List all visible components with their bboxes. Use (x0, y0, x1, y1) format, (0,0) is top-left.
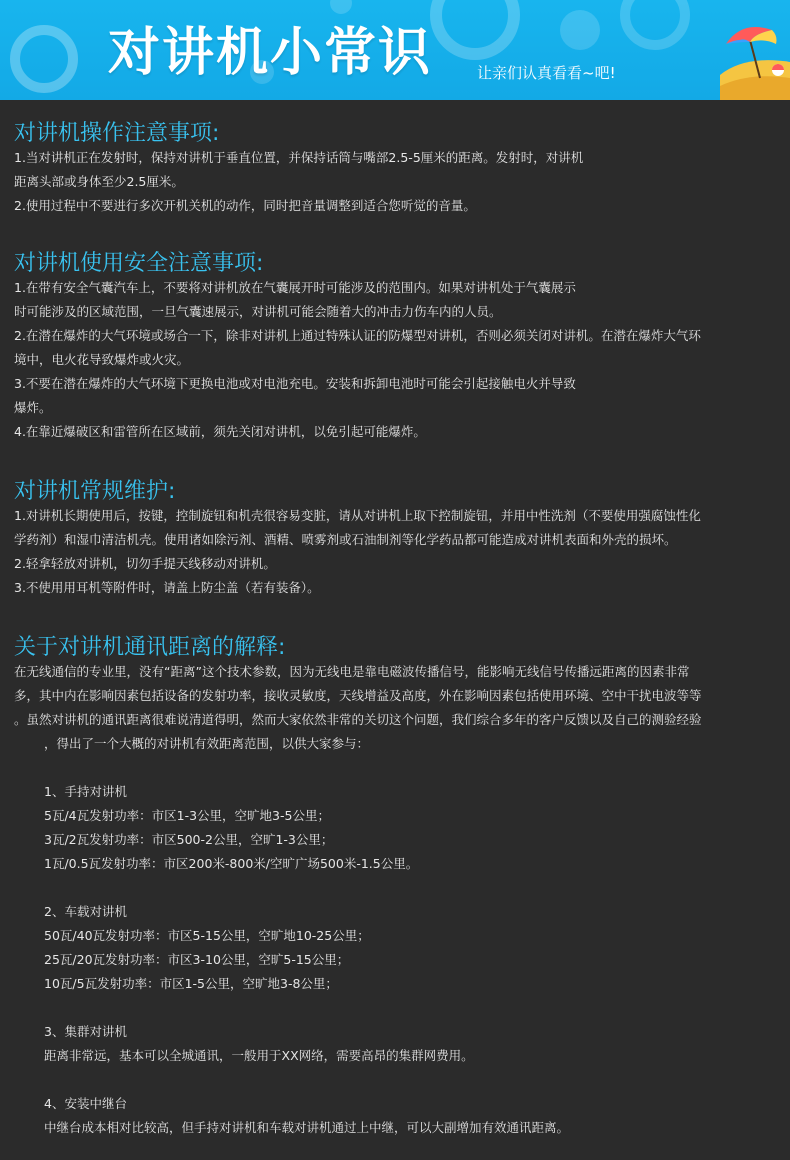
page-title: 对讲机小常识 (108, 23, 433, 83)
decor-circle (620, 0, 690, 50)
group-heading: 4、安装中继台 (44, 1096, 127, 1111)
paragraph-line: 时可能涉及的区域范围，一旦气囊速展示，对讲机可能会随着大的冲击力伤车内的人员。 (14, 304, 502, 319)
section-title: 对讲机使用安全注意事项: (14, 251, 264, 276)
list-item: 距离非常远，基本可以全城通讯，一般用于XX网络，需要高昂的集群网费用。 (44, 1048, 474, 1063)
paragraph-line: ，得出了一个大概的对讲机有效距离范围，以供大家参与： (44, 736, 370, 751)
paragraph-line: 爆炸。 (14, 400, 52, 415)
decor-circle (560, 10, 600, 50)
group-heading: 1、手持对讲机 (44, 784, 127, 799)
paragraph-line: 距离头部或身体至少2.5厘米。 (14, 174, 184, 189)
paragraph-line: 2.轻拿轻放对讲机，切勿手提天线移动对讲机。 (14, 556, 276, 571)
list-item: 50瓦/40瓦发射功率：市区5-15公里，空旷地10-25公里； (44, 928, 370, 943)
header-banner (0, 0, 790, 100)
paragraph-line: 2.使用过程中不要进行多次开机关机的动作，同时把音量调整到适合您听觉的音量。 (14, 198, 476, 213)
list-item: 中继台成本相对比较高，但手持对讲机和车载对讲机通过上中继，可以大副增加有效通讯距离。 (44, 1120, 570, 1135)
paragraph-line: 1.对讲机长期使用后，按键，控制旋钮和机壳很容易变脏，请从对讲机上取下控制旋钮，并用中性洗剂（不要使用强腐蚀性化 (14, 508, 701, 523)
page-subtitle: 让亲们认真看看~吧! (477, 64, 616, 82)
decor-circle (10, 25, 78, 93)
paragraph-line: 2.在潜在爆炸的大气环境或场合一下，除非对讲机上通过特殊认证的防爆型对讲机，否则必须关闭对讲机。在潜在爆炸大气环 (14, 328, 701, 343)
list-item: 25瓦/20瓦发射功率：市区3-10公里，空旷5-15公里； (44, 952, 350, 967)
paragraph-line: 1.当对讲机正在发射时，保持对讲机于垂直位置，并保持话筒与嘴部2.5-5厘米的距离。发射时，对讲机 (14, 150, 584, 165)
list-item: 1瓦/0.5瓦发射功率：市区200米-800米/空旷广场500米-1.5公里。 (44, 856, 419, 871)
list-item: 10瓦/5瓦发射功率：市区1-5公里，空旷地3-8公里； (44, 976, 338, 991)
section-title: 对讲机操作注意事项: (14, 121, 220, 146)
section-title: 对讲机常规维护: (14, 479, 176, 504)
beach-umbrella-icon (720, 0, 790, 100)
list-item: 5瓦/4瓦发射功率：市区1-3公里，空旷地3-5公里； (44, 808, 330, 823)
paragraph-line: 1.在带有安全气囊汽车上，不要将对讲机放在气囊展开时可能涉及的范围内。如果对讲机处于气囊展示 (14, 280, 576, 295)
paragraph-line: 3.不使用用耳机等附件时，请盖上防尘盖（若有装备）。 (14, 580, 320, 595)
paragraph-line: 4.在靠近爆破区和雷管所在区域前，须先关闭对讲机，以免引起可能爆炸。 (14, 424, 426, 439)
group-heading: 2、车载对讲机 (44, 904, 127, 919)
paragraph-line: 境中，电火花导致爆炸或火灾。 (14, 352, 190, 367)
group-heading: 3、集群对讲机 (44, 1024, 127, 1039)
paragraph-line: 在无线通信的专业里，没有“距离”这个技术参数，因为无线电是靠电磁波传播信号，能影响无线信号传播远距离的因素非常 (14, 664, 690, 679)
list-item: 3瓦/2瓦发射功率：市区500-2公里，空旷1-3公里； (44, 832, 334, 847)
paragraph-line: 。虽然对讲机的通讯距离很难说清道得明，然而大家依然非常的关切这个问题，我们综合多年的客户反馈以及自己的测验经验 (14, 712, 702, 727)
paragraph-line: 学药剂）和湿巾清洁机壳。使用诸如除污剂、酒精、喷雾剂或石油制剂等化学药品都可能造成对讲机表面和外壳的损坏。 (14, 532, 677, 547)
decor-circle (430, 0, 520, 60)
paragraph-line: 多，其中内在影响因素包括设备的发射功率，接收灵敏度，天线增益及高度，外在影响因素包括使用环境、空中干扰电波等等 (14, 688, 702, 703)
section-title: 关于对讲机通讯距离的解释: (14, 635, 286, 660)
paragraph-line: 3.不要在潜在爆炸的大气环境下更换电池或对电池充电。安装和拆卸电池时可能会引起接触电火并导致 (14, 376, 576, 391)
